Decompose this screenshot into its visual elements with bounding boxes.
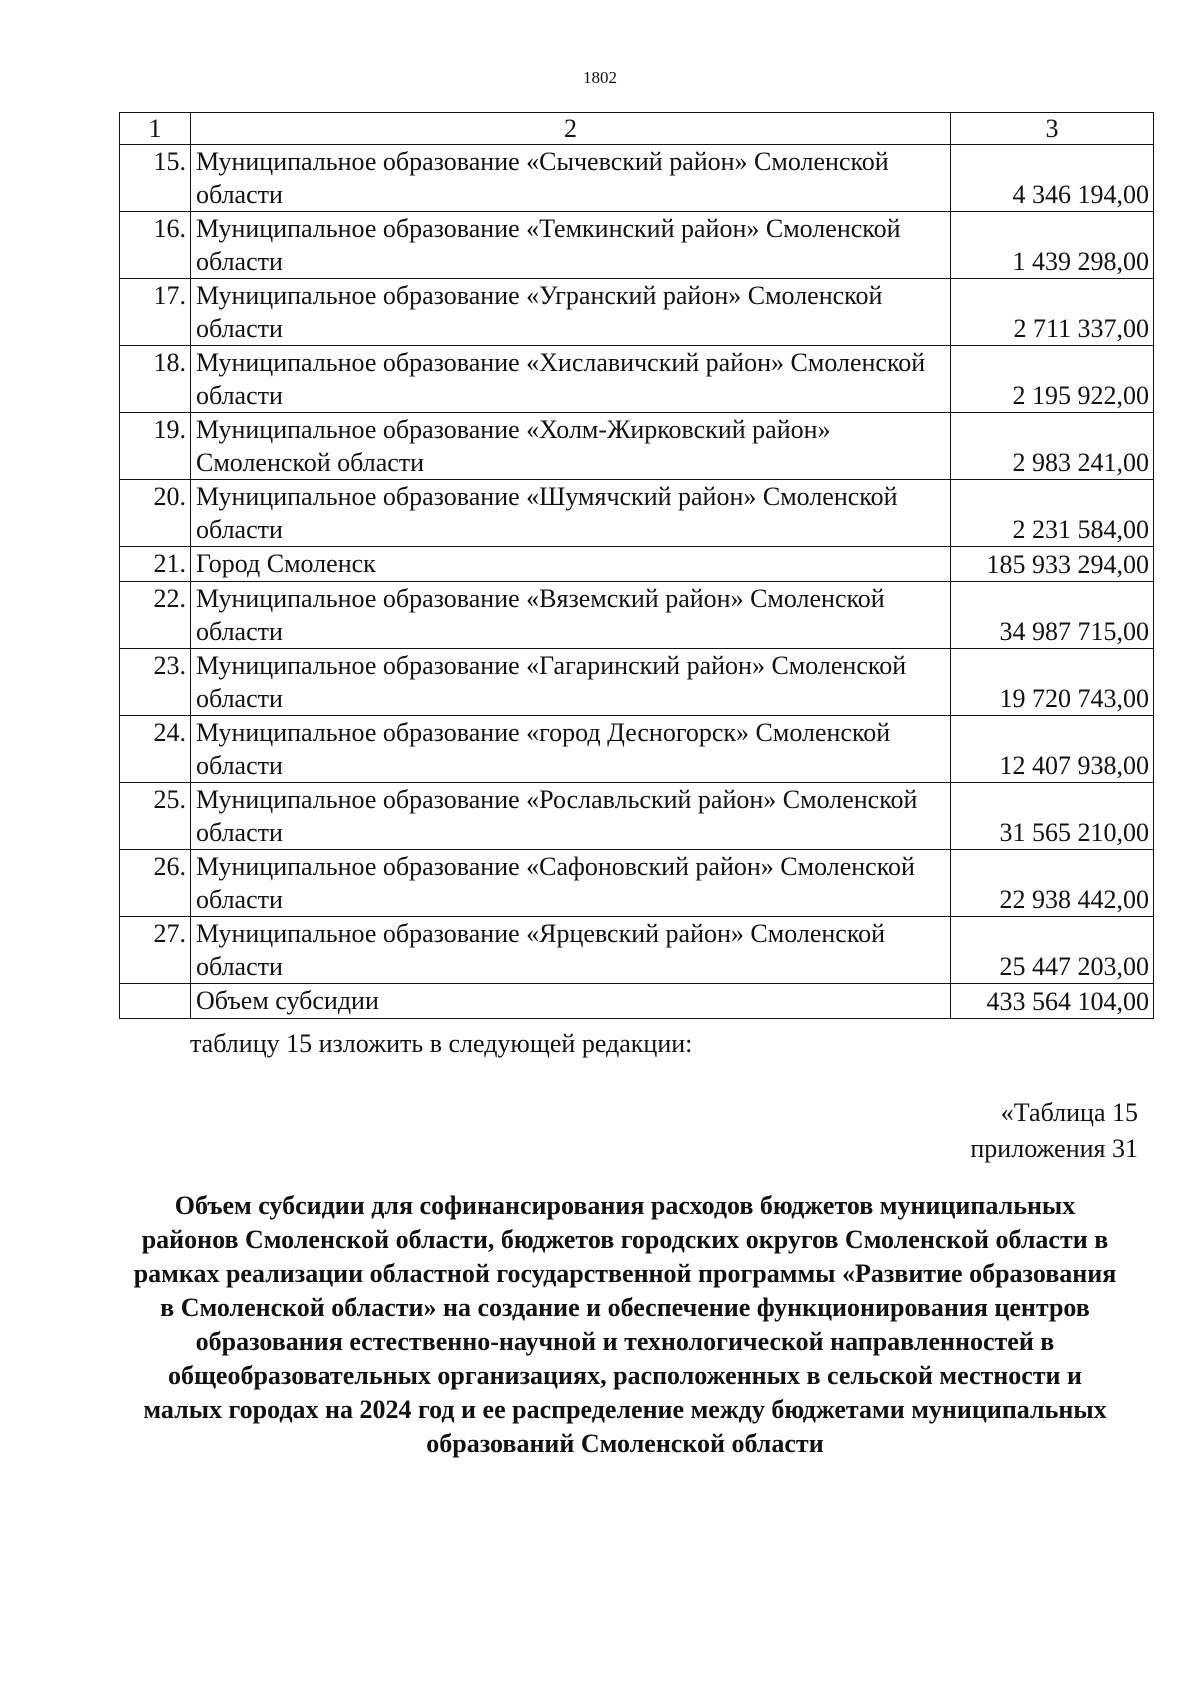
municipality-name: Муниципальное образование «Темкинский район» Смоленской области: [191, 212, 951, 279]
municipality-name: Муниципальное образование «Гагаринский район» Смоленской области: [191, 649, 951, 716]
municipality-name: Муниципальное образование «Ярцевский район» Смоленской области: [191, 917, 951, 984]
table-row: [120, 547, 1154, 582]
row-number: 15.: [120, 145, 191, 212]
total-label: Объем субсидии: [191, 984, 951, 1019]
table-row: [120, 582, 1154, 649]
row-number: 26.: [120, 850, 191, 917]
table-row: [120, 346, 1154, 413]
row-number: 21.: [120, 547, 191, 582]
document-heading: Объем субсидии для софинансирования расходов бюджетов муниципальных районов Смоленской области, бюджетов городских округов Смоленской области в рамках реализации областной государственной программы «Развитие образования в Смоленской области» на создание и обеспечение функционирования центров образования естественно-научной и технологической направленностей в общеобразовательных организациях, расположенных в сельской местности и малых городах на 2024 год и ее распределение между бюджетами муниципальных образований Смоленской области: [133, 1191, 1117, 1458]
municipality-name: Муниципальное образование «город Десногорск» Смоленской области: [191, 716, 951, 783]
subsidy-amount: 22 938 442,00: [951, 850, 1154, 917]
subsidy-table: [119, 112, 1154, 1019]
municipality-name: Муниципальное образование «Рославльский район» Смоленской области: [191, 783, 951, 850]
subsidy-amount: 19 720 743,00: [951, 649, 1154, 716]
header-cell: 3: [951, 113, 1154, 145]
municipality-name: Муниципальное образование «Шумячский район» Смоленской области: [191, 480, 951, 547]
subsidy-amount: 2 231 584,00: [951, 480, 1154, 547]
row-number: 25.: [120, 783, 191, 850]
table-row: [120, 212, 1154, 279]
subsidy-amount: 25 447 203,00: [951, 917, 1154, 984]
subsidy-amount: 34 987 715,00: [951, 582, 1154, 649]
header-cell: 2: [191, 113, 951, 145]
table-reference-line: приложения 31: [970, 1134, 1138, 1163]
table-row: [120, 279, 1154, 346]
subsidy-table-container: [119, 112, 1153, 1019]
table-header-row: [120, 113, 1154, 145]
table-reference: [970, 1095, 1138, 1167]
table-row: [120, 649, 1154, 716]
municipality-name: Муниципальное образование «Сычевский район» Смоленской области: [191, 145, 951, 212]
subsidy-amount: 12 407 938,00: [951, 716, 1154, 783]
instruction-text: таблицу 15 изложить в следующей редакции:: [190, 1029, 693, 1058]
municipality-name: Муниципальное образование «Сафоновский район» Смоленской области: [191, 850, 951, 917]
row-number: 27.: [120, 917, 191, 984]
page-number: 1802: [583, 68, 617, 87]
row-number: 16.: [120, 212, 191, 279]
municipality-name: Муниципальное образование «Холм-Жирковский район» Смоленской области: [191, 413, 951, 480]
row-number: 19.: [120, 413, 191, 480]
total-amount: 433 564 104,00: [951, 984, 1154, 1019]
subsidy-amount: 185 933 294,00: [951, 547, 1154, 582]
row-number: 20.: [120, 480, 191, 547]
municipality-name: Муниципальное образование «Вяземский район» Смоленской области: [191, 582, 951, 649]
municipality-name: Город Смоленск: [191, 547, 951, 582]
table-row: [120, 480, 1154, 547]
table-row: [120, 716, 1154, 783]
table-row: [120, 783, 1154, 850]
subsidy-amount: 31 565 210,00: [951, 783, 1154, 850]
table-row: [120, 917, 1154, 984]
municipality-name: Муниципальное образование «Хиславичский район» Смоленской области: [191, 346, 951, 413]
table-row: [120, 850, 1154, 917]
subsidy-amount: 4 346 194,00: [951, 145, 1154, 212]
subsidy-amount: 2 195 922,00: [951, 346, 1154, 413]
row-number: 22.: [120, 582, 191, 649]
header-cell: 1: [120, 113, 191, 145]
municipality-name: Муниципальное образование «Угранский район» Смоленской области: [191, 279, 951, 346]
total-number-cell: [120, 984, 191, 1019]
row-number: 23.: [120, 649, 191, 716]
row-number: 17.: [120, 279, 191, 346]
row-number: 18.: [120, 346, 191, 413]
subsidy-amount: 2 711 337,00: [951, 279, 1154, 346]
table-reference-line: «Таблица 15: [1000, 1098, 1138, 1127]
table-row: [120, 145, 1154, 212]
table-row: [120, 413, 1154, 480]
subsidy-amount: 2 983 241,00: [951, 413, 1154, 480]
subsidy-amount: 1 439 298,00: [951, 212, 1154, 279]
table-total-row: [120, 984, 1154, 1019]
row-number: 24.: [120, 716, 191, 783]
